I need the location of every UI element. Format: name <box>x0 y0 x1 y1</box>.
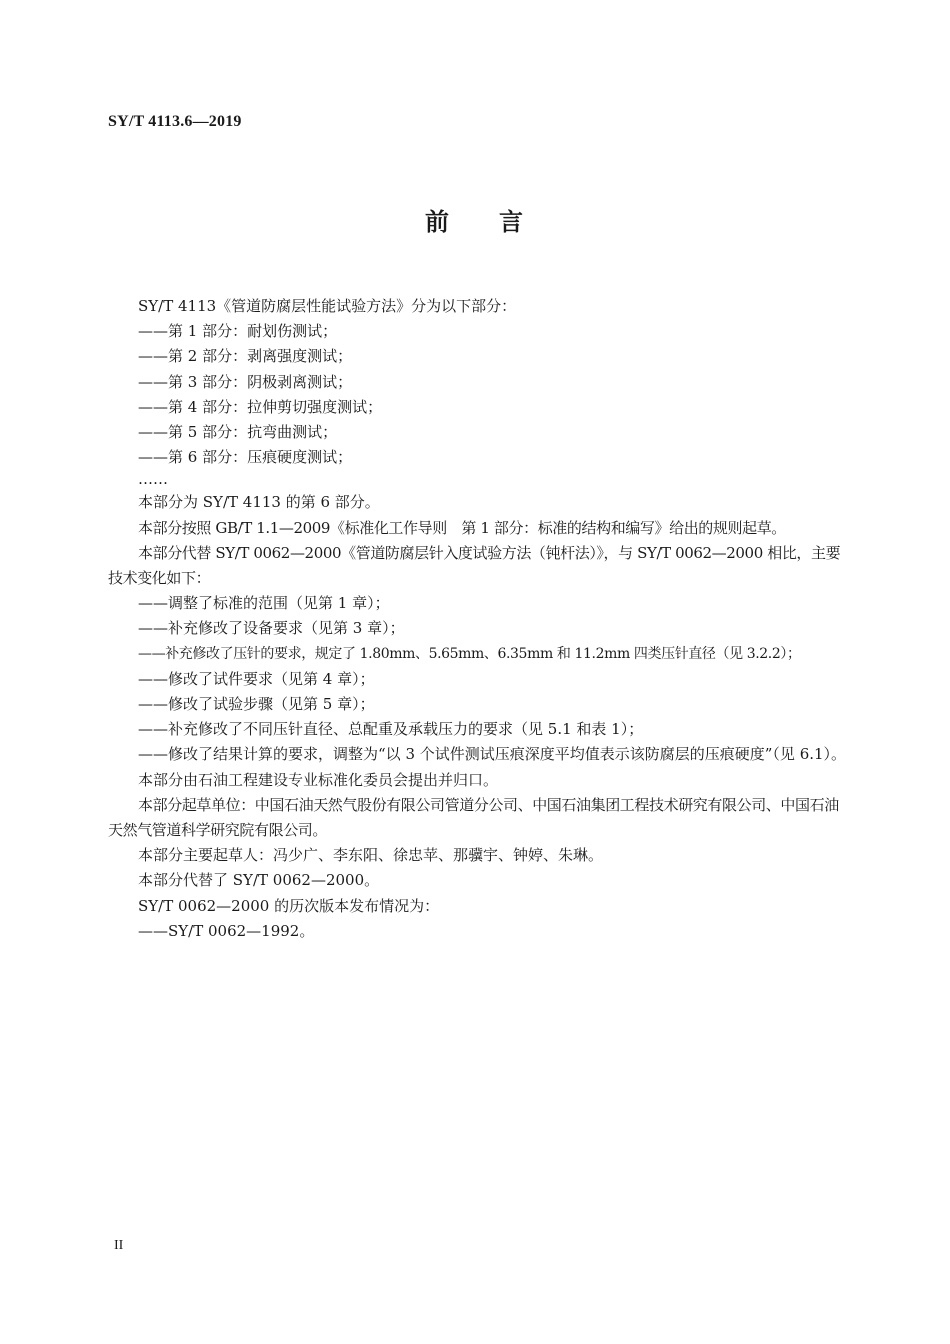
list-item: ——修改了结果计算的要求，调整为“以 3 个试件测试压痕深度平均值表示该防腐层的压痕硬度”（见 6.1）。 <box>138 745 847 764</box>
list-item: ——第 5 部分：抗弯曲测试； <box>138 423 338 442</box>
history-list <box>108 919 848 944</box>
list-item: ——SY/T 0062—1992。 <box>138 921 315 940</box>
title-char-2: 言 <box>499 208 525 236</box>
proposed-paragraph: 本部分由石油工程建设专业标准化委员会提出并归口。 <box>138 770 499 789</box>
list-item: ——第 6 部分：压痕硬度测试； <box>138 448 353 467</box>
foreword-body <box>108 294 848 944</box>
intro-paragraph: SY/T 4113《管道防腐层性能试验方法》分为以下部分： <box>138 297 517 315</box>
list-item: ——第 1 部分：耐划伤测试； <box>138 322 338 341</box>
list-item: ——修改了试验步骤（见第 5 章）； <box>138 695 375 714</box>
this-part-paragraph: 本部分为 SY/T 4113 的第 6 部分。 <box>138 493 380 512</box>
title-char-1: 前 <box>425 208 451 236</box>
page-title <box>0 202 950 237</box>
history-paragraph: SY/T 0062—2000 的历次版本发布情况为： <box>138 896 440 915</box>
drafters-paragraph: 本部分主要起草人：冯少广、李东阳、徐忠苹、那骥宇、钟婷、朱琳。 <box>138 846 604 865</box>
list-item: ——修改了试件要求（见第 4 章）； <box>138 669 375 688</box>
replaced-paragraph: 本部分代替了 SY/T 0062—2000。 <box>138 871 380 890</box>
standard-code-header: SY/T 4113.6—2019 <box>108 113 242 130</box>
page-number: II <box>114 1238 124 1253</box>
list-item: ——补充修改了设备要求（见第 3 章）； <box>138 619 405 638</box>
list-item: ——补充修改了不同压针直径、总配重及承载压力的要求（见 5.1 和表 1）； <box>138 720 644 739</box>
ellipsis: …… <box>138 470 168 489</box>
drafting-rules-paragraph: 本部分按照 GB/T 1.1—2009《标准化工作导则 第 1 部分：标准的结构和编写》给出的规则起草。 <box>138 518 786 537</box>
list-item: ——调整了标准的范围（见第 1 章）； <box>138 594 390 613</box>
drafting-units-paragraph: 本部分起草单位：中国石油天然气股份有限公司管道分公司、中国石油集团工程技术研究有限公司、中国石油天然气管道科学研究院有限公司。 <box>108 795 839 840</box>
list-item: ——第 4 部分：拉伸剪切强度测试； <box>138 397 383 416</box>
parts-list <box>108 319 848 470</box>
replaces-paragraph: 本部分代替 SY/T 0062—2000《管道防腐层针入度试验方法（钝杆法）》，与 SY/T 0062—2000 相比，主要技术变化如下： <box>108 543 841 588</box>
list-item: ——第 3 部分：阴极剥离测试； <box>138 372 353 391</box>
changes-list <box>108 591 848 767</box>
list-item: ——第 2 部分：剥离强度测试； <box>138 347 353 366</box>
list-item: ——补充修改了压针的要求，规定了 1.80mm、5.65mm、6.35mm 和 11.2mm 四类压针直径（见 3.2.2）； <box>138 645 801 662</box>
